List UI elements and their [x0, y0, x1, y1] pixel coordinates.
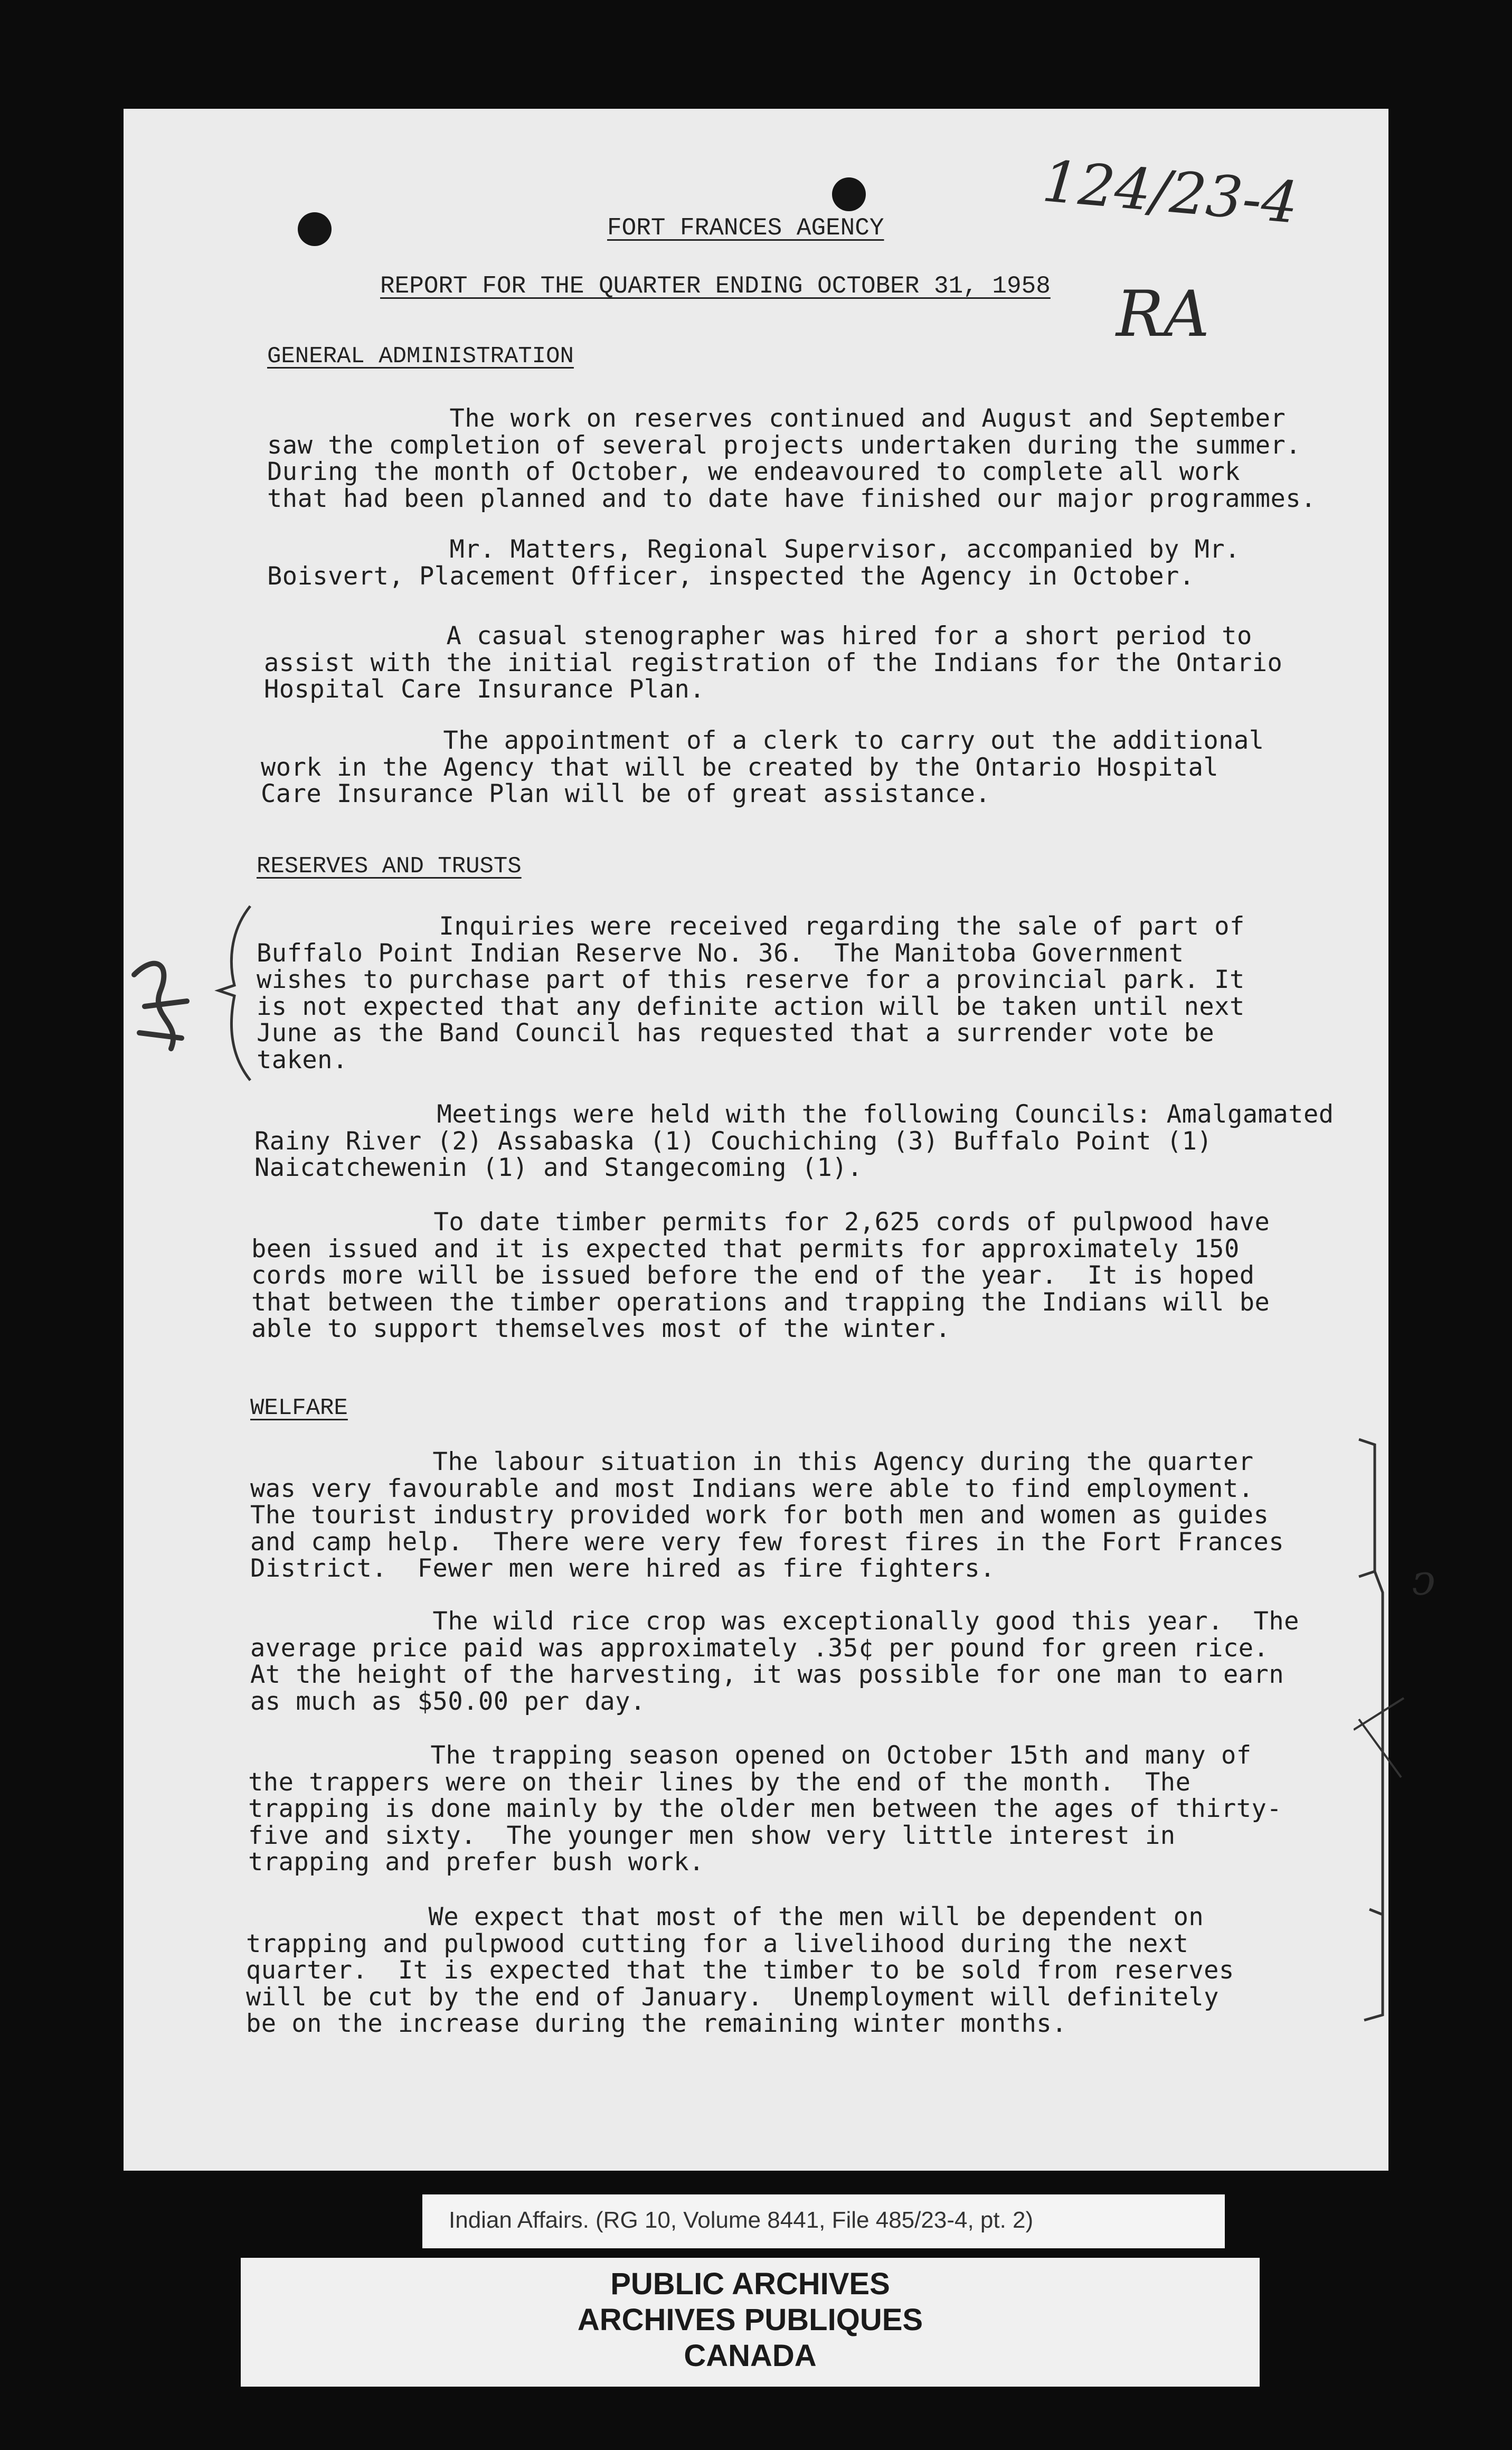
archive-citation-label — [422, 2194, 1225, 2248]
archive-stamp-line-3: CANADA — [684, 2339, 817, 2373]
paragraph-general-2: Mr. Matters, Regional Supervisor, accompanied by Mr. Boisvert, Placement Officer, inspected the Agency in October. — [267, 535, 1240, 591]
punch-hole-left — [298, 212, 332, 246]
paragraph-welfare-1: The labour situation in this Agency during the quarter was very favourable and most Indians were able to find employment. The tourist industry provided work for both men and women as guides and camp help. There were very few forest fires in the Fort Frances District. Fewer men were hired as fire fighters. — [250, 1447, 1284, 1583]
archive-stamp — [241, 2258, 1260, 2387]
paragraph-welfare-4: We expect that most of the men will be dependent on trapping and pulpwood cutting for a livelihood during the next quarter. It is expected that the timber to be sold from reserves will be cut by the end of January. Unemployment will definitely be on the increase during the remaining winter months. — [246, 1902, 1234, 2038]
agency-title: FORT FRANCES AGENCY — [607, 214, 884, 242]
paragraph-reserves-1: Inquiries were received regarding the sale of part of Buffalo Point Indian Reserve No. 36. The Manitoba Government wishes to purchase part of this reserve for a provincial park. It is not expected that any definite action will be taken until next June as the Band Council has requested that a surrender vote be taken. — [257, 912, 1245, 1075]
handwritten-initials: RA — [1116, 278, 1210, 351]
paragraph-general-3: A casual stenographer was hired for a short period to assist with the initial registration of the Indians for the Ontario Hospital Care Insurance Plan. — [264, 621, 1283, 704]
margin-note-mark: ↄ — [1412, 1556, 1435, 1605]
paragraph-reserves-2: Meetings were held with the following Councils: Amalgamated Rainy River (2) Assabaska (1) Couchiching (3) Buffalo Point (1) Naicatchewenin (1) and Stangecoming (1). — [254, 1100, 1334, 1182]
archive-citation-text: Indian Affairs. (RG 10, Volume 8441, File 485/23-4, pt. 2) — [449, 2207, 1034, 2233]
paragraph-welfare-2: The wild rice crop was exceptionally good this year. The average price paid was approximately .35¢ per pound for green rice. At the height of the harvesting, it was possible for one man to earn as much as $50.00 per day. — [250, 1607, 1299, 1716]
paragraph-reserves-3: To date timber permits for 2,625 cords of pulpwood have been issued and it is expected that permits for approximately 150 cords more will be issued before the end of the year. It is hoped that between the timber operations and trapping the Indians will be able to support themselves most of the winter. — [251, 1208, 1270, 1343]
handwritten-ref-number: 124/23-4 — [1040, 148, 1301, 237]
document-page — [124, 109, 1435, 2171]
archive-stamp-line-2: ARCHIVES PUBLIQUES — [577, 2303, 923, 2337]
archive-stamp-line-1: PUBLIC ARCHIVES — [610, 2267, 890, 2301]
paragraph-welfare-3: The trapping season opened on October 15th and many of the trappers were on their lines by the end of the month. The trapping is done mainly by the older men between the ages of thirty- five and sixty. The younger men show very little interest in trapping and prefer bush work. — [248, 1741, 1282, 1877]
margin-bracket-left — [213, 901, 256, 1086]
section-heading-general-administration: GENERAL ADMINISTRATION — [267, 343, 574, 370]
margin-bracket-right — [1354, 1434, 1406, 2041]
section-heading-welfare: WELFARE — [250, 1395, 348, 1421]
paragraph-general-4: The appointment of a clerk to carry out the additional work in the Agency that will be created by the Ontario Hospital Care Insurance Plan will be of great assistance. — [261, 726, 1264, 808]
punch-hole-right — [832, 177, 866, 211]
paragraph-general-1: The work on reserves continued and August and September saw the completion of several projects undertaken during the summer. During the month of October, we endeavoured to complete all work that had been planned and to date have finished our major programmes. — [267, 404, 1316, 513]
report-title: REPORT FOR THE QUARTER ENDING OCTOBER 31, 1958 — [380, 272, 1051, 300]
section-heading-reserves-and-trusts: RESERVES AND TRUSTS — [257, 853, 522, 880]
